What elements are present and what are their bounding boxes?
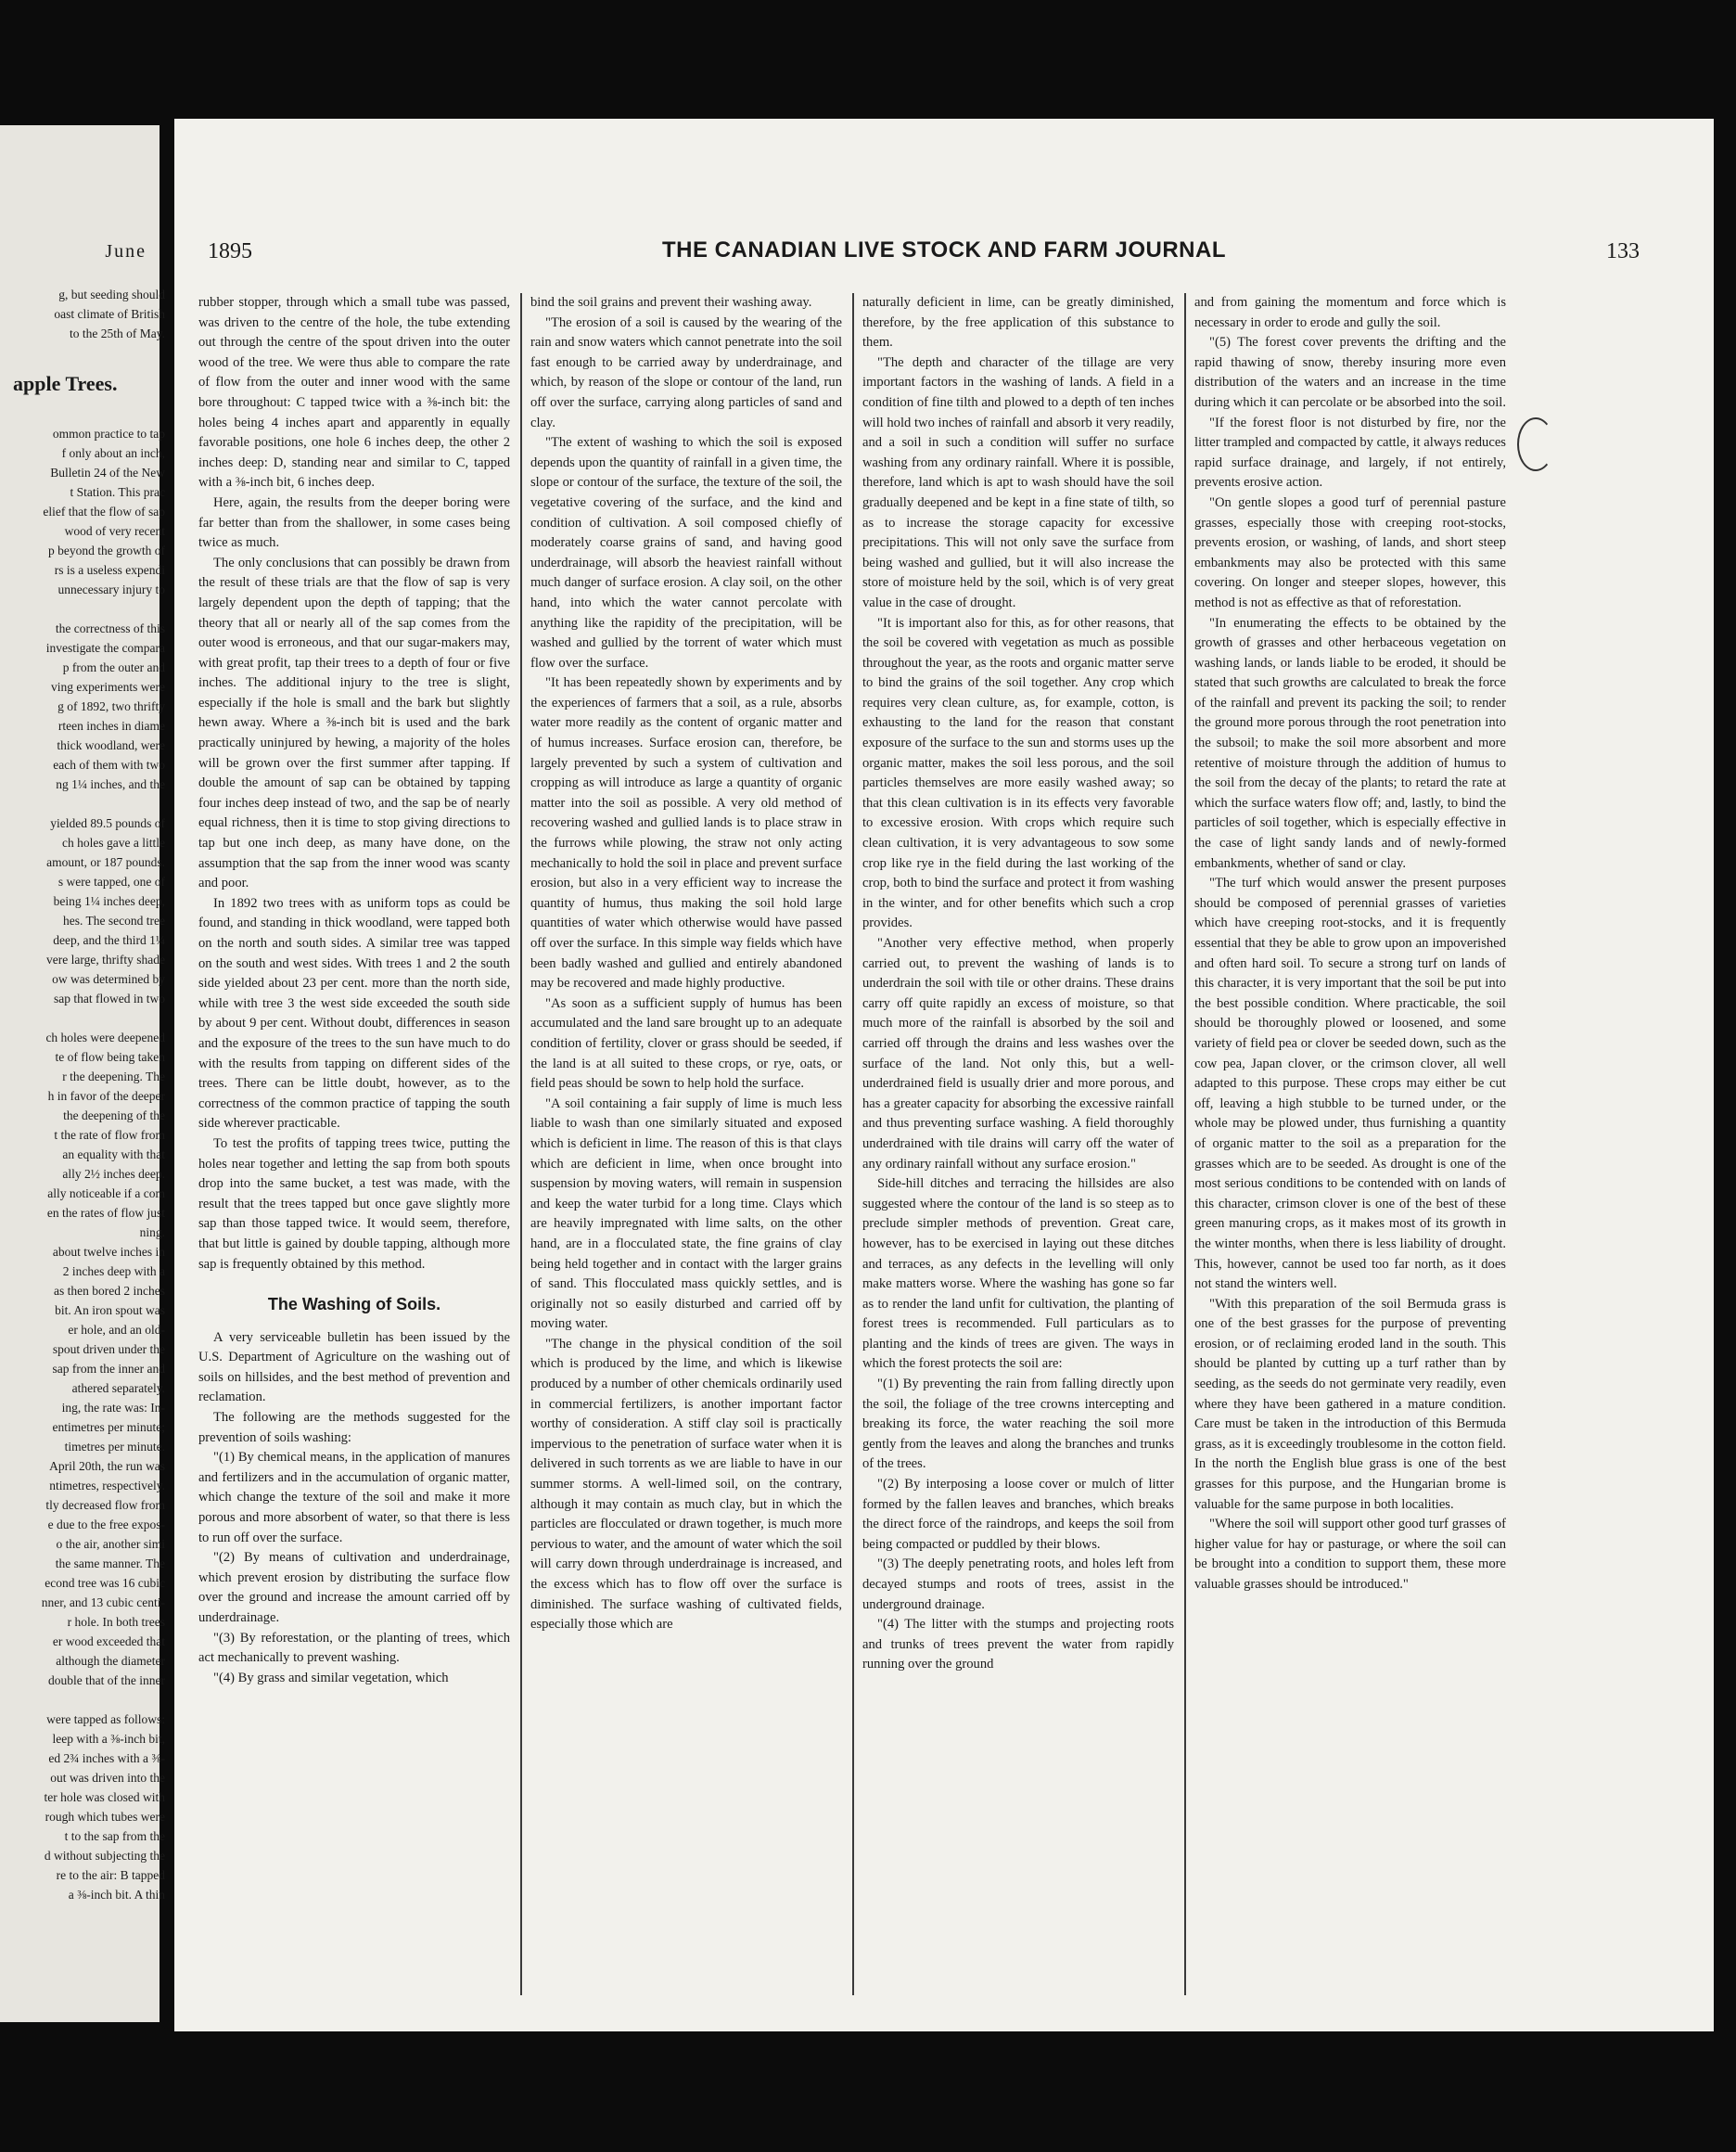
previous-page-line: t Station. This prac (70, 485, 165, 499)
previous-page-line: about twelve inches in (52, 1245, 165, 1259)
page-number: 133 (1606, 239, 1640, 263)
previous-page-line: ch holes were deepened (45, 1031, 165, 1044)
previous-page-line: Bulletin 24 of the New (50, 466, 165, 480)
previous-page-heading: apple Trees. (13, 372, 118, 395)
previous-page-line: amount, or 187 pounds. (46, 855, 165, 869)
previous-page-line: an equality with that (62, 1147, 165, 1161)
article-columns (198, 293, 1654, 1995)
previous-page-line: out was driven into the (50, 1771, 165, 1785)
previous-page-line: sap that flowed in two (54, 992, 165, 1006)
paragraph: "It is important also for this, as for other reasons, that the soil be covered with vegetation as much as possible throughout the year, as the roots and organic matter serve to bind the grains of the soil together. Any crop which requires very clean culture, as, for example, cotton, is exhausting to the land for the reason that constant exposure of the surface to the sun and storms uses up the organic matter, makes the soil less porous, and the soil particles themselves are more easily washed away; so that this clean cultivation is in its effects very favorable to excessive erosion. With crops which require such clean cultivation, it is very advantageous to sow some crop like rye in the field during the last working of the crop, both to bind the surface and protect it from washing in the winter, and for other benefits which such a crop provides. (862, 615, 1174, 931)
previous-page-line: t to the sap from the (64, 1829, 165, 1843)
paragraph: The following are the methods suggested for the prevention of soils washing: (198, 1410, 510, 1445)
paragraph: "If the forest floor is not disturbed by fire, nor the litter trampled and compacted by cattle, it always reduces rapid surface drainage, and largely, if not entirely, prevents erosive action. (1194, 415, 1506, 491)
paragraph: A very serviceable bulletin has been issued by the U.S. Department of Agriculture on the washing out of soils on hillsides, and the best method of prevention and reclamation. (198, 1329, 510, 1405)
previous-page-line: ow was determined by (52, 972, 165, 986)
previous-page-line: a ⅜-inch bit. A thin (68, 1888, 165, 1902)
column-4 (1194, 293, 1506, 1995)
previous-page-line: ommon practice to tap (52, 427, 165, 441)
paragraph: "It has been repeatedly shown by experiments and by the experiences of farmers that a soil, as a rule, absorbs water more readily as the content of organic matter and of humus increases. Surface erosion can, therefore, be largely prevented by such a system of cultivation and cropping as will introduce as large a quantity of organic matter into the soil as possible. A very old method of recovering washed and gullied lands is to place straw in the furrows while plowing, the straw not only acting mechanically to hold the soil in place and prevent surface erosion, but also in a very efficient way to increase the quantity of humus, thus making the soil hold large quantities of water which otherwise would have passed off over the surface. In this simple way fields which have been badly washed and gullied and entirely abandoned may be recovered and made highly productive. (530, 675, 842, 992)
previous-page-line: yielded 89.5 pounds of (50, 816, 165, 830)
previous-page-line: te of flow being taken (55, 1050, 165, 1064)
previous-page-line: ning. (139, 1225, 165, 1239)
paragraph: "The extent of washing to which the soil is exposed depends upon the quantity of rainfall in a given time, the slope or contour of the surface, the texture of the soil, the vegetative covering of the surface, and the kind and condition of cultivation. A soil composed chiefly of moderately coarse grains of sand, and having good underdrainage, will absorb the heaviest rainfall without much danger of surface erosion. A clay soil, on the other hand, into which the water cannot percolate with anything like the rapidity of the precipitation, will be washed and gullied by the torrent of water which must flow over the surface. (530, 435, 842, 671)
paragraph: rubber stopper, through which a small tube was passed, was driven to the centre of the hole, the tube extending out through the centre of the spout driven into the outer wood of the tree. We were thus able to compare the rate of flow from the outer and inner wood with the same bore throughout: C tapped twice with a ⅜-inch bit: the holes being 4 inches apart and apparently in equally favorable positions, one hole 6 inches deep, the other 2 inches deep: D, standing near and similar to C, tapped with a ⅜-inch bit, 6 inches deep. (198, 295, 510, 491)
previous-page-line: en the rates of flow just (46, 1206, 165, 1220)
paragraph: "(1) By chemical means, in the application of manures and fertilizers and in the accumulation of organic matter, which change the texture of the soil and make it more porous and more absorbent of water, so that there is less to run off over the surface. (198, 1450, 510, 1545)
previous-page-line: the same manner. The (55, 1556, 165, 1570)
previous-page-line (9, 343, 165, 363)
paragraph: "In enumerating the effects to be obtained by the growth of grasses and other herbaceous vegetation on washing lands, or lands liable to be eroded, it should be stated that such growths are calculated to break the force of the rainfall and prevent its packing the soil; to render the ground more porous through the root penetration into the subsoil; to make the soil more absorbent and more retentive of moisture through the addition of humus to the soil from the decay of the plants; to retard the rate at which the surface waters flow off; and, lastly, to bind the particles of soil together, which is especially effective in the case of light sandy lands and of newly-formed embankments, whether of sand or clay. (1194, 615, 1506, 871)
previous-page-line: er wood exceeded that (52, 1634, 165, 1648)
column-rule (520, 293, 522, 1995)
paragraph: "The erosion of a soil is caused by the wearing of the rain and snow waters which cannot penetrate into the soil fast enough to be carried away by underdrainage, and which, by reason of the slope or contour of the land, run off over the surface, carrying along particles of sand and clay. (530, 314, 842, 430)
previous-page-line: econd tree was 16 cubic (45, 1576, 165, 1590)
previous-page-line: ntimetres, respectively. (49, 1479, 165, 1492)
paragraph: To test the profits of tapping trees twice, putting the holes near together and letting the sap from both spouts drop into the same bucket, a test was made, with the result that the trees tapped but once gave slightly more sap than those tapped twice. It would seem, therefore, that but little is gained by double tapping, although more sap is frequently obtained by this method. (198, 1135, 510, 1272)
previous-page-line: although the diameter (56, 1654, 165, 1668)
journal-page (174, 119, 1714, 2031)
paragraph: "Where the soil will support other good turf grasses of higher value for hay or pasturage, or where the soil can be brought into a condition to support them, these more valuable grasses should be introduced." (1194, 1517, 1506, 1592)
previous-page-line: oast climate of British (54, 307, 165, 321)
paragraph: "(3) The deeply penetrating roots, and holes left from decayed stumps and roots of trees, assist in the underground drainage. (862, 1556, 1174, 1612)
paragraph: "The depth and character of the tillage are very important factors in the washing of lands. A field in a condition of fine tilth and plowed to a depth of ten inches will hold two inches of rainfall and absorb it very readily, and a soil in such a condition will suffer no surface washing from any ordinary rainfall. Where it is possible, therefore, land which is apt to wash should have the soil gradually deepened and be kept in a fine state of tilth, so as to increase the storage capacity for excessive precipitations. This will not only save the surface from being washed and gullied, but it will also increase the store of moisture held by the soil, which is of very great value in the case of drought. (862, 354, 1174, 610)
previous-page-line: timetres per minute. (64, 1440, 165, 1454)
previous-page-line: d without subjecting the (44, 1849, 165, 1863)
previous-page-line: spout driven under the (52, 1342, 165, 1356)
previous-page-line: ed 2¾ inches with a ⅜- (48, 1751, 165, 1765)
column-3 (862, 293, 1174, 1995)
paragraph: "The change in the physical condition of the soil which is produced by the lime, and which is likewise produced by a number of other chemicals ordinarily used in commercial fertilizers, is another important factor worthy of consideration. A stiff clay soil is practically impervious to the penetration of surface water when it is delivered in such torrents as we are liable to have in our summer storms. A well-limed soil, on the contrary, although it may contain as much clay, but in which the particles are flocculated or drawn together, is much more pervious to water, and the amount of water which the soil will carry down through underdrainage is increased, and the excess which has to flow off over the surface is diminished. The surface washing of cultivated fields, especially those which are (530, 1336, 842, 1633)
paragraph: "A soil containing a fair supply of lime is much less liable to wash than one similarly situated and exposed which is deficient in lime. The reason of this is that clays which are deficient in lime, when once brought into suspension by moving waters, will remain in suspension and keep the water turbid for a long time. Clays which are heavily impregnated with lime salts, on the other hand, are in a flocculated state, the fine grains of clay being held together and in contact with the larger grains of sand. This flocculated mass quickly settles, and is originally not so easily disturbed and carried off by moving water. (530, 1095, 842, 1332)
previous-page-line: to the 25th of May. (70, 327, 165, 340)
previous-page-line: thick woodland, were (57, 738, 165, 752)
previous-page-line: vere large, thrifty shade (46, 953, 165, 967)
paragraph: "Another very effective method, when properly carried out, to prevent the washing of lands is to underdrain the soil with tile or other drains. These drains carry off quite rapidly an excess of moisture, so that much more of the rainfall is absorbed by the soil and carried off through the drains and less washes over the surface of the land. Not only this, but a well-underdrained field is usually drier and more porous, and has a greater capacity for absorbing the excessive rainfall and thus preventing surface washing. A field thoroughly underdrained with tile drains will carry off the water of any ordinary rainfall without any surface erosion." (862, 936, 1174, 1172)
previous-page-line: f only about an inch, (61, 446, 165, 460)
previous-page-line: leep with a ⅜-inch bit, (52, 1732, 165, 1746)
paragraph: "The turf which would answer the present purposes should be composed of perennial grasses of varieties which have creeping root-stocks, and it is frequently essential that they be able to grow upon an impoverished and often hard soil. To secure a strong turf on lands of this character, it is very important that the soil be put into the best possible condition. Where practicable, the soil should be thoroughly plowed or loosened, and some variety of field pea or clover be seeded down, such as the cow pea, Japan clover, or the crimson clover, all well adapted to this purpose. These crops may either be cut off, leaving a high stubble to be turned under, or the whole may be plowed under, thus furnishing a quantity of organic matter to the soil as a preparation for the grasses which are to be seeded. As drought is one of the most serious conditions to be contended with on lands of this character, crimson clover is one of the best of these green manuring crops, as it makes most of its growth in the winter months, when there is less liability of drought. This, however, cannot be used too far north, as it does not stand the winters well. (1194, 876, 1506, 1292)
previous-page-line: nner, and 13 cubic centi- (41, 1595, 165, 1609)
previous-page-line: each of them with two (53, 758, 165, 772)
previous-page-line: r the deepening. The (62, 1070, 165, 1083)
column-1 (198, 293, 510, 1995)
previous-page-line: r hole. In both trees (67, 1615, 165, 1629)
previous-page-line: rteen inches in diame (57, 719, 165, 733)
paragraph: "(1) By preventing the rain from falling directly upon the soil, the foliage of the tree crowns intercepting and breaking its force, the water reaching the soil more gently from the leaves and along the branches and trunks of the trees. (862, 1377, 1174, 1472)
header-year: 1895 (208, 239, 252, 263)
previous-page-line: ally 2½ inches deep. (62, 1167, 165, 1181)
previous-page-line: rs is a useless expendi (54, 563, 165, 577)
paragraph: In 1892 two trees with as uniform tops as could be found, and standing in thick woodland, were tapped both on the north and south sides. A similar tree was tapped on the south and west sides. With trees 1 and 2 the south side yielded about 23 per cent. more than the north side, while with tree 3 the west side exceeded the south side by about 9 per cent. Without doubt, differences in season and the exposure of the trees to the sun have much to do with the results from tapping on different sides of the trees. There can be little doubt, however, as to the correctness of the common practice of tapping the south side wherever practicable. (198, 895, 510, 1132)
previous-page-line: re to the air: B tapped (56, 1868, 165, 1882)
paragraph: "(2) By interposing a loose cover or mulch of litter formed by the fallen leaves and branches, which breaks the direct force of the raindrops, and keeps the soil from being compacted or puddled by their blows. (862, 1477, 1174, 1552)
previous-page-line: April 20th, the run was (49, 1459, 165, 1473)
section-heading: The Washing of Soils. (267, 1295, 441, 1314)
previous-page-line: unnecessary injury to (57, 583, 165, 596)
previous-page-line (9, 404, 165, 424)
previous-page-line: ing, the rate was: In- (61, 1401, 165, 1415)
paragraph: "(3) By reforestation, or the planting of trees, which act mechanically to prevent washing. (198, 1630, 510, 1666)
previous-page-line: rough which tubes were (45, 1810, 165, 1824)
paragraph: Side-hill ditches and terracing the hillsides are also suggested where the contour of the land is so steep as to preclude simpler methods of prevention. Great care, however, has to be exercised in laying out these ditches and terraces, as any defects in the levelling will only make matters worse. Where the washing has gone so far as to render the land unfit for cultivation, the planting of forest trees is recommended. Full particulars as to planting and the kinds of trees are given. The ways in which the forest protects the soil are: (862, 1176, 1174, 1372)
paragraph: and from gaining the momentum and force which is necessary in order to erode and gully the soil. (1194, 295, 1506, 330)
paragraph: "With this preparation of the soil Bermuda grass is one of the best grasses for the purpose of preventing erosion, or of reclaiming eroded land in the south. This should be planted by cutting up a turf rather than by seeding, as the seeds do not germinate very readily, even where they have been gathered in a mature condition. Care must be taken in the introduction of this Bermuda grass, as it is exceedingly troublesome in the cotton field. In the north the English blue grass is one of the best grasses for this purpose, and the Hungarian brome is valuable for the same purpose in both localities. (1194, 1296, 1506, 1512)
previous-page-line: entimetres per minute; (52, 1420, 165, 1434)
previous-page-strip (0, 125, 165, 2022)
paragraph: "(4) By grass and similar vegetation, which (213, 1670, 449, 1685)
previous-page-line: p from the outer and (62, 660, 165, 674)
previous-page-line (9, 599, 165, 619)
previous-page-line: o the air, another simi (56, 1537, 165, 1551)
previous-page-line: tly decreased flow from (45, 1498, 165, 1512)
previous-page-line: bit. An iron spout was (55, 1303, 165, 1317)
previous-page-line: e due to the free expos- (47, 1518, 165, 1531)
previous-page-line: as then bored 2 inches (54, 1284, 165, 1298)
previous-page-line: wood of very recent (64, 524, 165, 538)
previous-page-line: being 1¼ inches deep, (53, 894, 165, 908)
previous-page-line: g of 1892, two thrifty (57, 699, 165, 713)
column-2 (530, 293, 842, 1995)
paragraph: bind the soil grains and prevent their washing away. (530, 295, 812, 310)
previous-page-line: s were tapped, one of (57, 875, 165, 889)
previous-page-line: double that of the inner (48, 1673, 165, 1687)
previous-page-line: p beyond the growth of (48, 544, 165, 557)
previous-page-line (9, 794, 165, 813)
paragraph: "On gentle slopes a good turf of perennial pasture grasses, especially those with creeping root-stocks, prevents erosion, or washing, of lands, and short steep embankments may also be protected with this same covering. On longer and steeper slopes, however, this method is not as effective as that of reforestation. (1194, 494, 1506, 610)
previous-page-line: 2 inches deep with a (62, 1264, 165, 1278)
previous-page-text (9, 285, 165, 1904)
journal-title: THE CANADIAN LIVE STOCK AND FARM JOURNAL (661, 237, 1226, 263)
previous-page-line: ng 1¼ inches, and the (56, 777, 165, 791)
previous-page-line: hes. The second tree (63, 914, 165, 928)
column-rule (1184, 293, 1186, 1995)
paragraph: "(4) The litter with the stumps and projecting roots and trunks of trees prevent the water from rapidly running over the ground (862, 1617, 1174, 1672)
previous-page-line: ch holes gave a little (62, 836, 165, 850)
previous-page-line: elief that the flow of sap (43, 505, 165, 519)
previous-page-line: investigate the compara (45, 641, 165, 655)
previous-page-line: ving experiments were (51, 680, 165, 694)
paragraph: "As soon as a sufficient supply of humus has been accumulated and the land sare brought up to an adequate condition of fertility, clover or grass should be seeded, if the land is at all suited to these crops, or rye, oats, or field peas should be sown to help hold the surface. (530, 995, 842, 1092)
previous-page-header: June (105, 241, 147, 262)
paragraph: Here, again, the results from the deeper boring were far better than from the shallower, in some cases being twice as much. (198, 494, 510, 551)
paragraph: "(2) By means of cultivation and underdrainage, which prevent erosion by distributing the surface flow over the ground and increase the amount carried off by underdrainage. (198, 1550, 510, 1625)
previous-page-line: ter hole was closed with (44, 1790, 165, 1804)
previous-page-line: ally noticeable if a com (47, 1186, 165, 1200)
previous-page-line: g, but seeding should (58, 288, 165, 301)
previous-page-line: deep, and the third 1¼ (53, 933, 165, 947)
previous-page-line: er hole, and an old- (68, 1323, 165, 1337)
previous-page-line: the correctness of this (55, 621, 165, 635)
previous-page-line: sap from the inner and (52, 1362, 165, 1376)
paragraph: The only conclusions that can possibly be drawn from the result of these trials are that the flow of sap is very largely dependent upon the depth of tapping; that the theory that all or nearly all of the sap comes from the outer wood is erroneous, and that our sugar-makers may, with great profit, tap their trees to a depth of four or five inches. The additional injury to the tree is slight, especially if the hole is small and the bark but slightly hewn away. Where a ⅜-inch bit is used and the bark practically uninjured by hewing, a majority of the holes will be grown over the first summer after tapping. If double the amount of sap can be obtained by tapping four inches deep instead of two, and the sap be of nearly equal richness, then it is time to stop giving directions to tap but one inch deep, as many have done, on the assumption that the sap from the inner wood was scanty and poor. (198, 555, 510, 891)
paragraph: naturally deficient in lime, can be greatly diminished, therefore, by the free application of this substance to them. (862, 295, 1174, 351)
previous-page-line (9, 1008, 165, 1028)
previous-page-line (9, 1690, 165, 1710)
previous-page-line: h in favor of the deeper (47, 1089, 165, 1103)
previous-page-line: athered separately. (71, 1381, 165, 1395)
column-rule (852, 293, 854, 1995)
previous-page-line: were tapped as follows: (46, 1712, 165, 1726)
paragraph: "(5) The forest cover prevents the drifting and the rapid thawing of snow, thereby insuring more even distribution of the waters and an increase in the time during which it can percolate or be absorbed into the soil. (1194, 335, 1506, 410)
previous-page-line: the deepening of the (63, 1108, 165, 1122)
running-head (174, 236, 1714, 276)
previous-page-line: t the rate of flow from (54, 1128, 165, 1142)
margin-ink-mark (1517, 417, 1554, 471)
